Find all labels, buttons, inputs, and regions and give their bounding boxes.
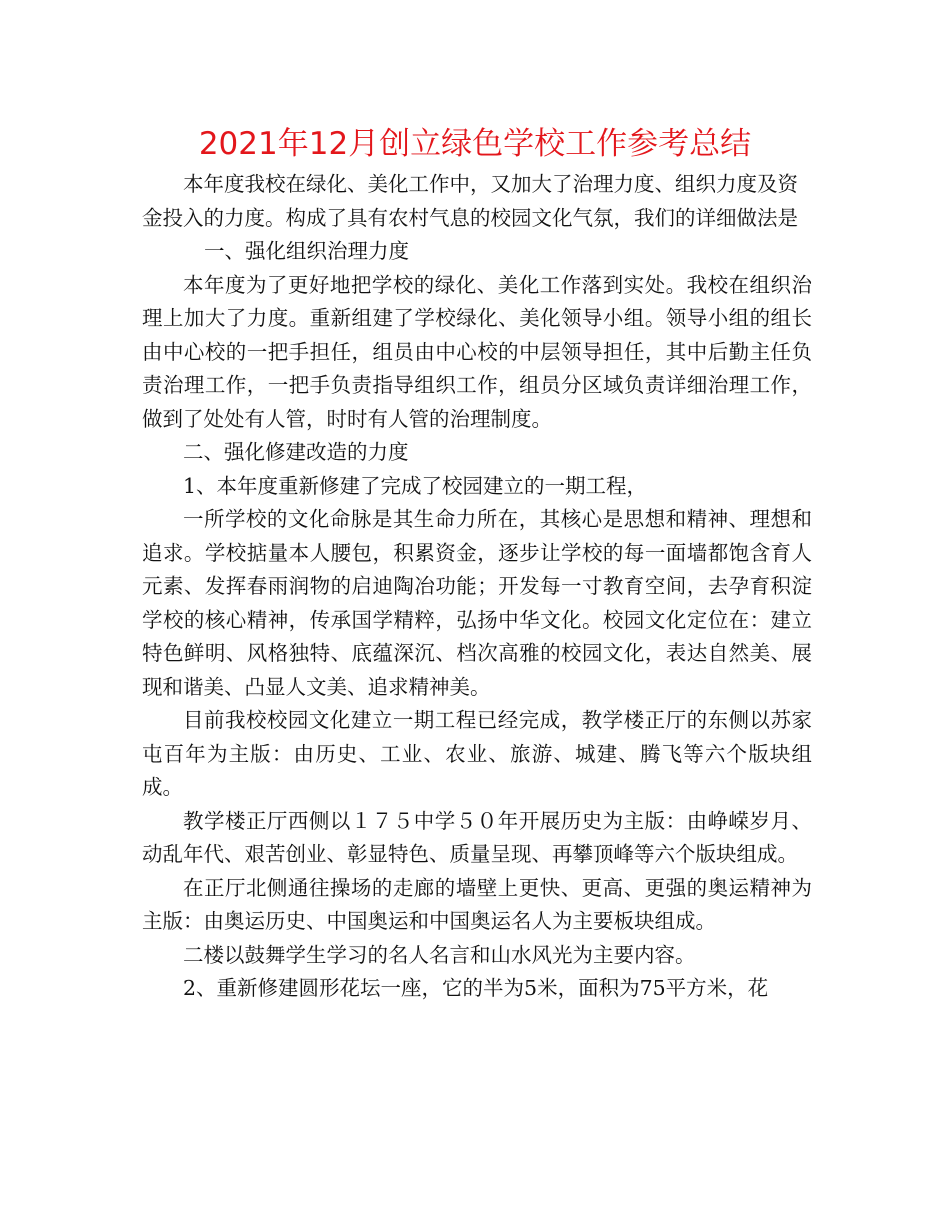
section-heading-1: 一、强化组织治理力度 [204, 239, 409, 263]
paragraph-intro [142, 168, 812, 269]
paragraph-intro-text: 本年度我校在绿化、美化工作中，又加大了治理力度、组织力度及资金投入的力度。构成了具有农村气息的校园文化气氛，我们的详细做法是 [142, 172, 798, 230]
paragraph: 1、本年度重新修建了完成了校园建立的一期工程， [183, 473, 648, 498]
document-body [142, 168, 812, 1006]
section-heading-2: 二、强化修建改造的力度 [183, 440, 409, 464]
paragraph: 2、重新修建圆形花坛一座，它的半为5米，面积为75平方米，花 [183, 976, 769, 1000]
paragraph: 教学楼正厅西侧以１７５中学５０年开展历史为主版：由峥嵘岁月、动乱年代、艰苦创业、彰显特色、质量呈现、再攀顶峰等六个版块组成。 [142, 808, 812, 866]
paragraph: 在正厅北侧通往操场的走廊的墙壁上更快、更高、更强的奥运精神为主版：由奥运历史、中国奥运和中国奥运名人为主要板块组成。 [142, 875, 812, 933]
document-title: 2021年12月创立绿色学校工作参考总结 [198, 126, 752, 162]
paragraph: 本年度为了更好地把学校的绿化、美化工作落到实处。我校在组织治理上加大了力度。重新组建了学校绿化、美化领导小组。领导小组的组长由中心校的一把手担任，组员由中心校的中层领导担任，其中后勤主任负责治理工作，一把手负责指导组织工作，组员分区域负责详细治理工作，做到了处处有人管，时时有人管的治理制度。 [142, 272, 812, 431]
paragraph: 一所学校的文化命脉是其生命力所在，其核心是思想和精神、理想和追求。学校掂量本人腰包，积累资金，逐步让学校的每一面墙都饱含育人元素、发挥春雨润物的启迪陶冶功能；开发每一寸教育空间，去孕育积淀学校的核心精神，传承国学精粹，弘扬中华文化。校园文化定位在：建立特色鲜明、风格独特、底蕴深沉、档次高雅的校园文化，表达自然美、展现和谐美、凸显人文美、追求精神美。 [142, 507, 812, 699]
paragraph: 目前我校校园文化建立一期工程已经完成，教学楼正厅的东侧以苏家屯百年为主版：由历史、工业、农业、旅游、城建、腾飞等六个版块组成。 [142, 708, 812, 799]
paragraph: 二楼以鼓舞学生学习的名人名言和山水风光为主要内容。 [183, 942, 696, 967]
